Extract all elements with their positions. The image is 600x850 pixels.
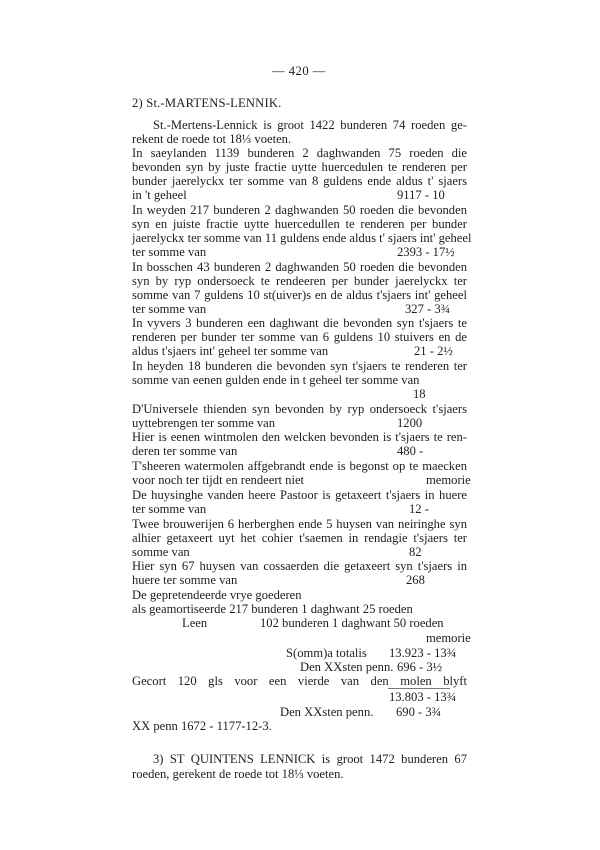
entry-line: De huysinghe vanden heere Pastoor is getaxeert t'sjaers in huere bbox=[132, 488, 467, 502]
entry-amount: memorie bbox=[426, 473, 471, 487]
entry-amount: 327 - 3¾ bbox=[405, 302, 451, 316]
entry-line: In weyden 217 bunderen 2 daghwanden 50 roeden die bevonden bbox=[132, 203, 467, 217]
leen-label: Leen bbox=[182, 616, 208, 630]
total-label: Gecort 120 gls voor een vierde van den molen blyft bbox=[132, 674, 467, 688]
entry-amount: 480 - bbox=[397, 444, 424, 458]
total-amount: 690 - 3¾ bbox=[396, 705, 442, 719]
entry-line: renderen per bunder ter somme van 6 guldens 10 stuivers en de bbox=[132, 330, 467, 344]
entry-amount: 82 bbox=[409, 545, 422, 559]
entry-line: somme van 7 guldens 10 st(uiver)s en de aldus t'sjaers int' geheel bbox=[132, 288, 467, 302]
entry-amount: 1200 bbox=[397, 416, 423, 430]
entry-line: In heyden 18 bunderen die bevonden syn t'sjaers te renderen ter bbox=[132, 359, 467, 373]
entry-line: aldus t'sjaers int' geheel ter somme van bbox=[132, 344, 329, 358]
total-amount: 696 - 3½ bbox=[397, 660, 443, 674]
entry-line: Hier is eenen wintmolen den welcken bevonden is t'sjaers te ren- bbox=[132, 430, 467, 444]
entry-amount: 18 bbox=[413, 387, 426, 401]
page-number: — 420 — bbox=[272, 64, 326, 78]
entry-line: somme van eenen gulden ende in t geheel ter somme van bbox=[132, 373, 420, 387]
entry-line: T'sheeren watermolen affgebrandt ende is begonst op te maecken bbox=[132, 459, 467, 473]
section-heading: 2) St.-MARTENS-LENNIK. bbox=[132, 96, 282, 110]
leen-amount: memorie bbox=[426, 631, 471, 645]
total-label: Den XXsten penn. bbox=[300, 660, 394, 674]
entry-line: uyttebrengen ter somme van bbox=[132, 416, 276, 430]
intro-line: rekent de roede tot 18⅓ voeten. bbox=[132, 132, 292, 146]
entry-amount: 268 bbox=[406, 573, 425, 587]
entry-line: syn en juiste fractie uytte huercedullen te renderen per bunder bbox=[132, 217, 467, 231]
entry-line: In bosschen 43 bunderen 2 daghwanden 50 roeden die bevonden bbox=[132, 260, 467, 274]
intro-line: St.-Mertens-Lennick is groot 1422 bunderen 74 roeden ge- bbox=[153, 118, 467, 132]
entry-amount: 21 - 2½ bbox=[414, 344, 453, 358]
entry-line: in 't geheel bbox=[132, 188, 187, 202]
section3-line: roeden, gerekent de roede tot 18⅓ voeten. bbox=[132, 767, 344, 781]
entry-line: somme van bbox=[132, 545, 190, 559]
entry-line: ter somme van bbox=[132, 302, 207, 316]
entry-line: ter somme van bbox=[132, 245, 207, 259]
section3-line: 3) ST QUINTENS LENNICK is groot 1472 bunderen 67 bbox=[153, 752, 467, 766]
entry-line: Hier syn 67 huysen van cossaerden die getaxeert syn t'sjaers in bbox=[132, 559, 467, 573]
entry-amount: 12 - bbox=[409, 502, 429, 516]
pretended-goods-line: als geamortiseerde 217 bunderen 1 daghwant 25 roeden bbox=[132, 602, 413, 616]
entry-amount: 9117 - 10 bbox=[397, 188, 445, 202]
entry-line: syn by ryp ondersoeck te rendeeren per bunder jaerelyckx ter bbox=[132, 274, 467, 288]
entry-line: voor noch ter tijdt en rendeert niet bbox=[132, 473, 305, 487]
entry-line: bunder jaerelyckx ter somme van 8 guldens ende aldus t' sjaers bbox=[132, 174, 467, 188]
total-amount: 13.923 - 13¾ bbox=[389, 646, 457, 660]
xx-penn-line: XX penn 1672 - 1177-12-3. bbox=[132, 719, 272, 733]
total-label: S(omm)a totalis bbox=[286, 646, 367, 660]
sum-rule bbox=[388, 688, 450, 689]
entry-line: Twee brouwerijen 6 herberghen ende 5 huysen van neiringhe syn bbox=[132, 517, 467, 531]
entry-line: D'Universele thienden syn bevonden by ryp ondersoeck t'sjaers bbox=[132, 402, 467, 416]
entry-line: In vyvers 3 bunderen een daghwant die bevonden syn t'sjaers te bbox=[132, 316, 467, 330]
leen-text: 102 bunderen 1 daghwant 50 roeden bbox=[260, 616, 444, 630]
total-label: Den XXsten penn. bbox=[280, 705, 374, 719]
entry-line: In saeylanden 1139 bunderen 2 daghwanden 75 roeden die bbox=[132, 146, 467, 160]
entry-amount: 2393 - 17½ bbox=[397, 245, 455, 259]
entry-line: deren ter somme van bbox=[132, 444, 238, 458]
pretended-goods-line: De gepretendeerde vrye goederen bbox=[132, 588, 302, 602]
entry-line: ter somme van bbox=[132, 502, 207, 516]
entry-line: bevonden syn by juste fractie uytte huercedulen te renderen per bbox=[132, 160, 467, 174]
total-amount: 13.803 - 13¾ bbox=[389, 690, 457, 704]
entry-line: huere ter somme van bbox=[132, 573, 238, 587]
entry-line: alhier getaxeert uyt het cohier t'saemen in rendagie t'sjaers ter bbox=[132, 531, 467, 545]
entry-line: jaerelyckx ter somme van 11 guldens ende aldus t' sjaers int' geheel bbox=[132, 231, 472, 245]
